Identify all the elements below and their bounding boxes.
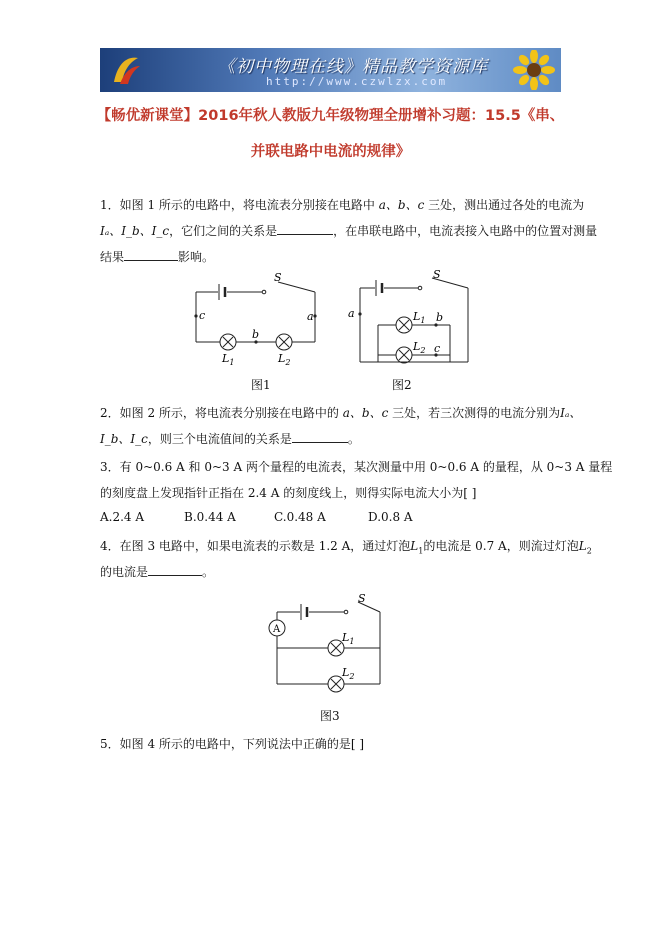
fig2-switch-label: S [433,270,441,281]
figure-2-parallel-circuit [340,270,480,370]
fig2-lamp1-label: $L_1$ [413,310,426,325]
q2-line1: 2．如图 2 所示，将电流表分别接在电路中的 a、b、c 三处，若三次测得的电流分别为Iₐ、 [100,406,582,420]
fig2-point-c: c [434,342,441,355]
q1-line3: 结果 影响。 [100,250,215,264]
figure-1-series-circuit [188,272,323,368]
fig3-lamp2-label: $L_2$ [342,666,355,681]
fig2-point-b: b [436,311,444,324]
q3-option-a[interactable]: A.2.4 A [100,510,145,524]
fig1-lamp1-label: $L_1$ [222,352,235,367]
document-title-line1: 【畅优新课堂】2016年秋人教版九年级物理全册增补习题：15.5《串、 [96,108,565,124]
figure-1-caption: 图1 [251,378,271,392]
document-title-line2: 并联电路中电流的规律》 [250,144,411,160]
fig1-point-a: a [307,310,314,323]
q1-answer-blank-1[interactable] [277,222,333,235]
site-logo-icon [108,52,144,88]
fig3-switch-label: S [358,592,366,605]
fig2-lamp2-label: $L_2$ [413,340,426,355]
q3-option-c[interactable]: C.0.48 A [274,510,326,524]
q1-line1: 1．如图 1 所示的电路中，将电流表分别接在电路中 a、b、c 三处，测出通过各处的电流为 [100,198,585,212]
q4-answer-blank[interactable] [148,563,202,576]
figure-2-caption: 图2 [392,378,412,392]
figure-3-ammeter-circuit [262,590,392,695]
banner-title: 《初中物理在线》精品教学资源库 [218,57,488,77]
q2-line2: I_b、I_c，则三个电流值间的关系是 。 [100,432,360,446]
q1-answer-blank-2[interactable] [124,248,178,261]
ammeter-icon: A [273,624,281,635]
fig2-point-a: a [348,307,355,320]
fig1-switch-label: S [274,272,282,284]
header-banner [100,48,561,92]
sunflower-icon [512,50,556,90]
q1-line2: Iₐ、I_b、I_c，它们之间的关系是 ，在串联电路中，电流表接入电路中的位置对测量 [100,224,598,238]
fig3-lamp1-label: $L_1$ [342,631,355,646]
figure-3-caption: 图3 [320,709,340,723]
q4-line2: 的电流是 。 [100,565,215,579]
q3-line1: 3．有 0~0.6 A 和 0~3 A 两个量程的电流表，某次测量中用 0~0.6 A 的量程，从 0~3 A 量程 [100,460,613,474]
q5-line1: 5．如图 4 所示的电路中，下列说法中正确的是[ ] [100,737,365,751]
q3-option-b[interactable]: B.0.44 A [184,510,236,524]
fig1-point-b: b [252,328,260,341]
q2-answer-blank[interactable] [292,430,348,443]
q3-line2: 的刻度盘上发现指针正指在 2.4 A 的刻度线上，则得实际电流大小为[ ] [100,486,477,500]
banner-url[interactable]: http://www.czwlzx.com [266,75,448,88]
fig1-point-c: c [199,309,206,322]
q4-line1: 4．在图 3 电路中，如果电流表的示数是 1.2 A，通过灯泡$L_1$的电流是 0.7 A，则流过灯泡$L_2$ [100,539,592,556]
q3-option-d[interactable]: D.0.8 A [368,510,413,524]
fig1-lamp2-label: $L_2$ [278,352,291,367]
